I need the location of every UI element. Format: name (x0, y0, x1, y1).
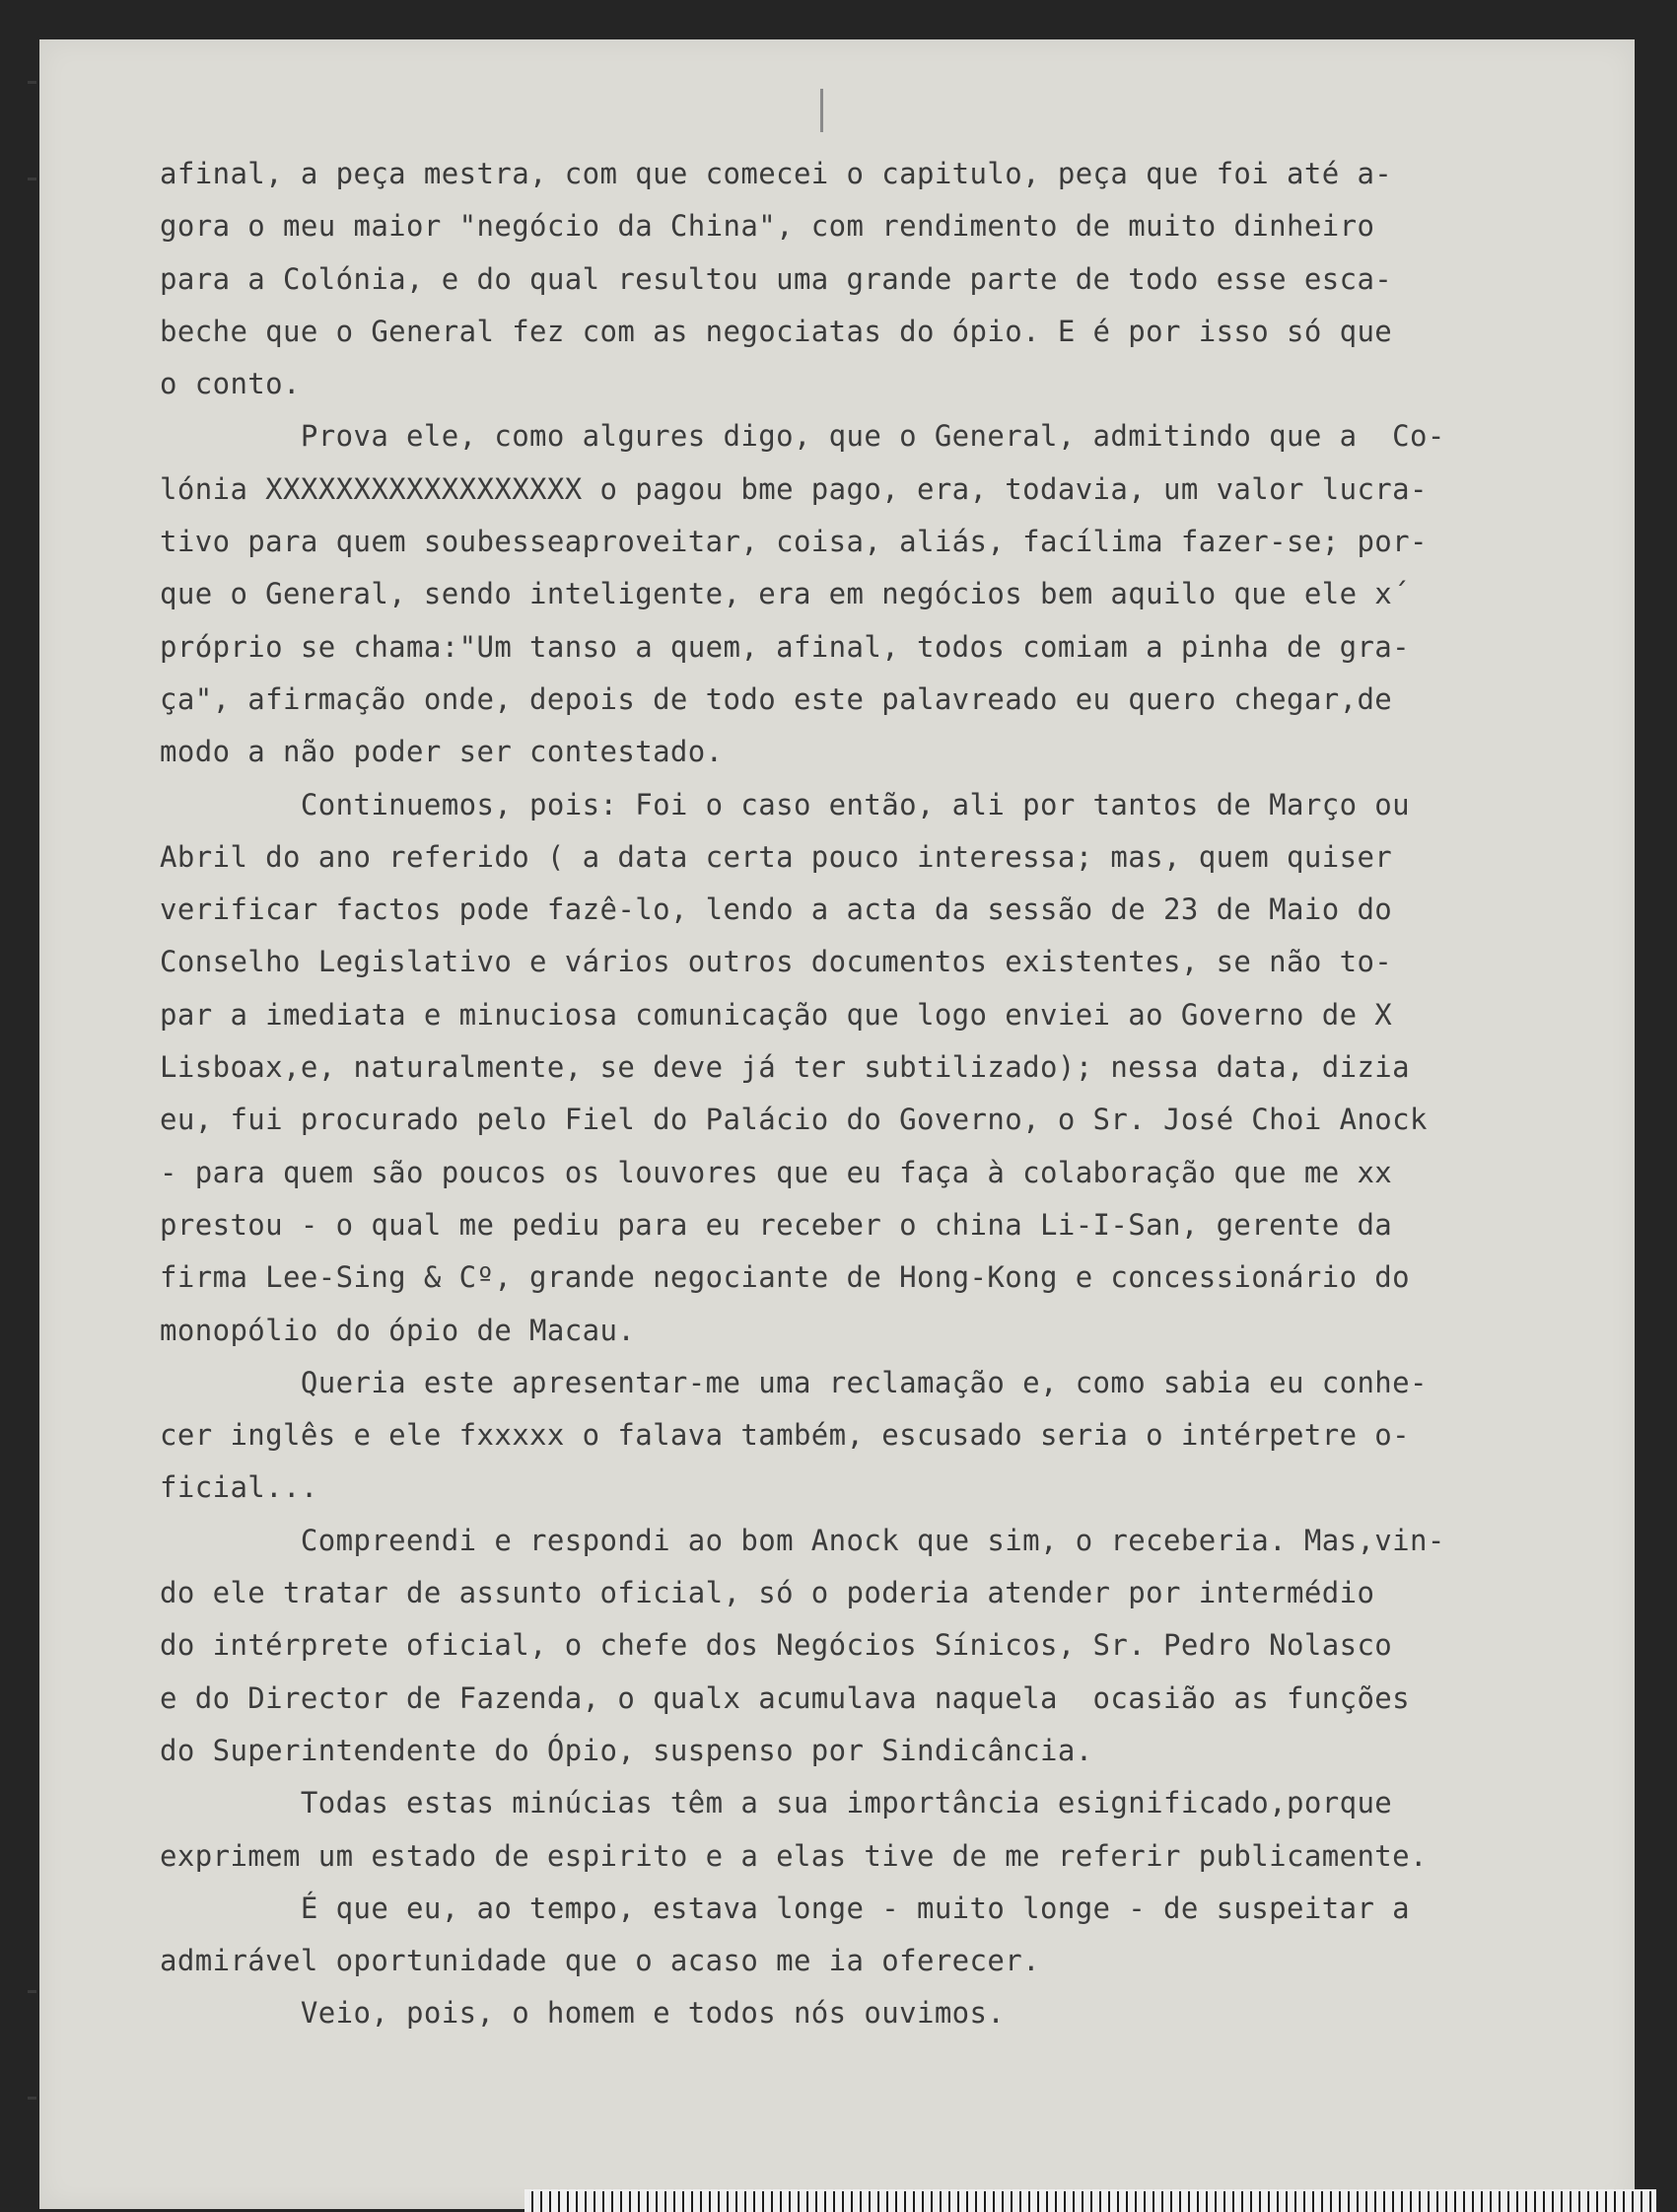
text-line: Prova ele, como algures digo, que o General, admitindo que a Co- (160, 419, 1445, 454)
text-line: e do Director de Fazenda, o qualx acumulava naquela ocasião as funções (160, 1680, 1411, 1715)
text-line: É que eu, ao tempo, estava longe - muito longe - de suspeitar a (160, 1891, 1411, 1925)
punch-mark (28, 178, 36, 180)
punch-mark (28, 1990, 36, 1993)
text-line: lónia XXXXXXXXXXXXXXXXXX o pagou bme pago, era, todavia, um valor lucra- (160, 471, 1428, 506)
text-line: afinal, a peça mestra, com que comecei o capitulo, peça que foi até a- (160, 157, 1393, 190)
text-line: modo a não poder ser contestado. (160, 735, 724, 769)
text-line: exprimem um estado de espirito e a elas tive de me referir publicamente. (160, 1838, 1428, 1873)
text-line: gora o meu maior "negócio da China", com rendimento de muito dinheiro (160, 209, 1375, 244)
text-line: monopólio do ópio de Macau. (160, 1313, 636, 1347)
text-line: Continuemos, pois: Foi o caso então, ali por tantos de Março ou (160, 787, 1411, 821)
text-line: do Superintendente do Ópio, suspenso por Sindicância. (160, 1733, 1093, 1767)
text-line: Todas estas minúcias têm a sua importância esignificado,porque (160, 1786, 1393, 1820)
page-mark (820, 89, 823, 132)
text-line: ficial... (160, 1470, 318, 1505)
punch-mark (28, 2097, 36, 2100)
text-line: ça", afirmação onde, depois de todo este palavreado eu quero chegar,de (160, 681, 1393, 716)
text-line: admirável oportunidade que o acaso me ia oferecer. (160, 1944, 1040, 1978)
text-line: firma Lee-Sing & Cº, grande negociante de Hong-Kong e concessionário do (160, 1260, 1411, 1295)
typewritten-page (39, 39, 1635, 2209)
scale-ruler (524, 2189, 1656, 2212)
text-line: eu, fui procurado pelo Fiel do Palácio do Governo, o Sr. José Choi Anock (160, 1103, 1428, 1137)
text-line: Abril do ano referido ( a data certa pouco interessa; mas, quem quiser (160, 839, 1393, 874)
text-line: prestou - o qual me pediu para eu receber o china Li-I-San, gerente da (160, 1207, 1393, 1242)
text-line: Conselho Legislativo e vários outros documentos existentes, se não to- (160, 945, 1393, 979)
text-line: - para quem são poucos os louvores que eu faça à colaboração que me xx (160, 1155, 1393, 1189)
text-line: do ele tratar de assunto oficial, só o poderia atender por intermédio (160, 1576, 1375, 1610)
text-line: do intérprete oficial, o chefe dos Negócios Sínicos, Sr. Pedro Nolasco (160, 1628, 1393, 1663)
punch-mark (28, 81, 36, 84)
text-line: para a Colónia, e do qual resultou uma grande parte de todo esse esca- (160, 261, 1393, 296)
text-line: Lisboax,e, naturalmente, se deve já ter subtilizado); nessa data, dizia (160, 1050, 1411, 1085)
body-text (160, 148, 1560, 2040)
text-line: tivo para quem soubesseaproveitar, coisa, aliás, facílima fazer-se; por- (160, 525, 1428, 559)
text-line: Compreendi e respondi ao bom Anock que sim, o receberia. Mas,vin- (160, 1523, 1445, 1557)
text-line: o conto. (160, 367, 301, 401)
text-line: par a imediata e minuciosa comunicação que logo enviei ao Governo de X (160, 997, 1393, 1032)
text-line: beche que o General fez com as negociatas do ópio. E é por isso só que (160, 314, 1393, 348)
text-line: verificar factos pode fazê-lo, lendo a acta da sessão de 23 de Maio do (160, 892, 1393, 927)
text-line: que o General, sendo inteligente, era em negócios bem aquilo que ele x´ (160, 577, 1411, 611)
text-line: próprio se chama:"Um tanso a quem, afinal, todos comiam a pinha de gra- (160, 629, 1411, 664)
text-line: cer inglês e ele fxxxxx o falava também, escusado seria o intérpetre o- (160, 1418, 1411, 1453)
text-line: Veio, pois, o homem e todos nós ouvimos. (160, 1996, 1006, 2031)
text-line: Queria este apresentar-me uma reclamação e, como sabia eu conhe- (160, 1365, 1428, 1399)
